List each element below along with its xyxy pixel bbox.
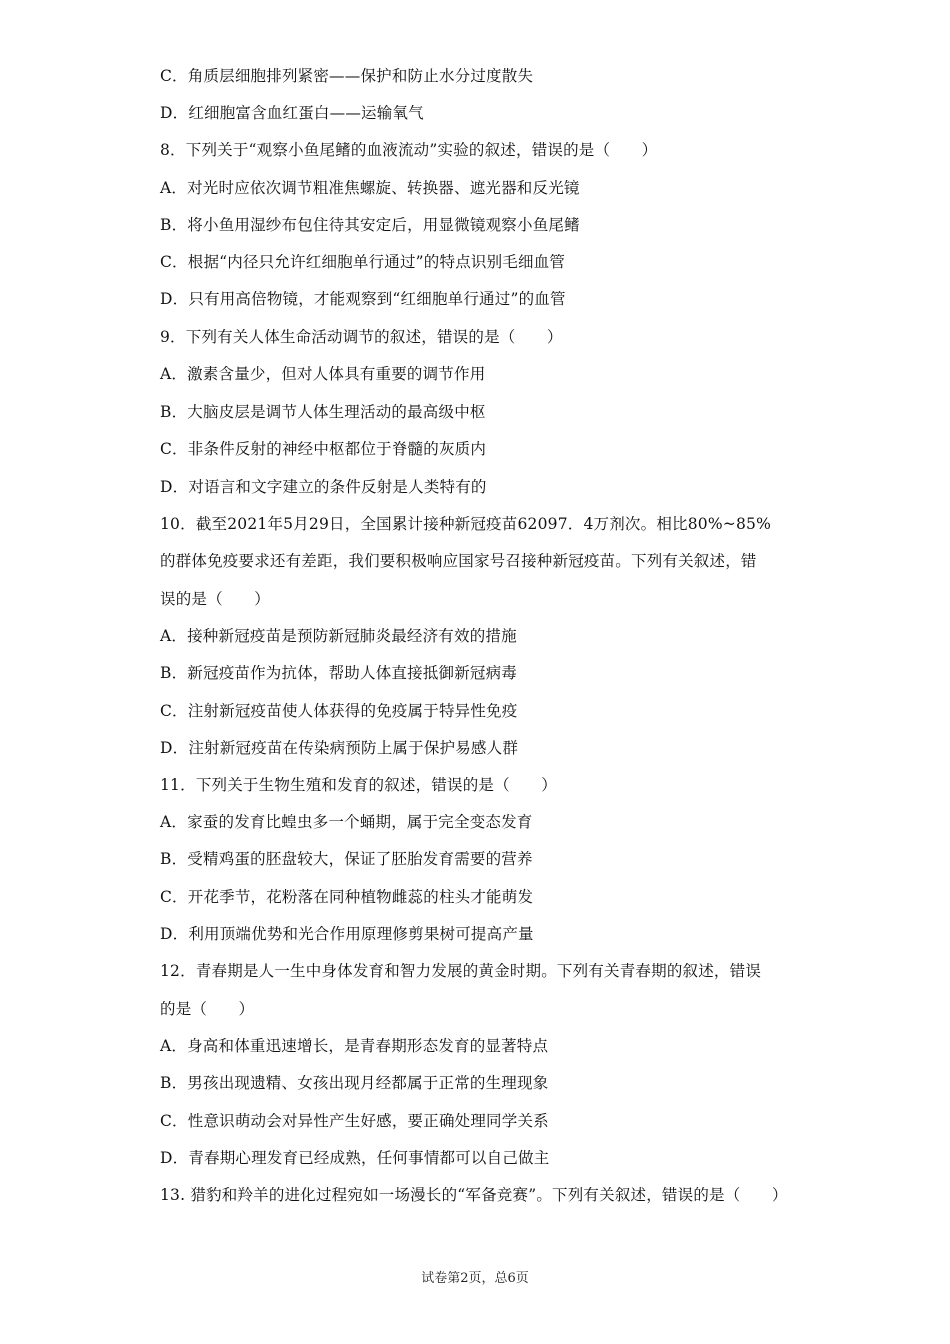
- option-10c: C．注射新冠疫苗使人体获得的免疫属于特异性免疫: [160, 702, 518, 720]
- question-12-stem-line-2: 的是（ ）: [160, 1000, 255, 1018]
- question-10-stem-line-1: 10．截至2021年5月29日，全国累计接种新冠疫苗62097．4万剂次。相比80%~85%: [160, 515, 772, 533]
- question-11-stem: 11．下列关于生物生殖和发育的叙述，错误的是（ ）: [160, 776, 557, 794]
- option-8b: B．将小鱼用湿纱布包住待其安定后，用显微镜观察小鱼尾鳍: [160, 216, 580, 234]
- option-10a: A．接种新冠疫苗是预防新冠肺炎最经济有效的措施: [160, 627, 517, 645]
- option-11d: D．利用顶端优势和光合作用原理修剪果树可提高产量: [160, 925, 534, 943]
- option-11c: C．开花季节，花粉落在同种植物雌蕊的柱头才能萌发: [160, 888, 534, 906]
- question-10-stem-line-3: 误的是（ ）: [160, 590, 270, 608]
- question-8-stem: 8．下列关于“观察小鱼尾鳍的血液流动”实验的叙述，错误的是（ ）: [160, 141, 658, 159]
- option-12a: A．身高和体重迅速增长，是青春期形态发育的显著特点: [160, 1037, 549, 1055]
- question-12-stem-line-1: 12．青春期是人一生中身体发育和智力发展的黄金时期。下列有关青春期的叙述，错误: [160, 962, 762, 980]
- question-9-stem: 9．下列有关人体生命活动调节的叙述，错误的是（ ）: [160, 328, 563, 346]
- question-13-stem: 13. 猎豹和羚羊的进化过程宛如一场漫长的“军备竞赛”。下列有关叙述，错误的是（ ）: [160, 1186, 788, 1204]
- page-footer: 试卷第2页，总6页: [421, 1271, 529, 1286]
- question-10-stem-line-2: 的群体免疫要求还有差距，我们要积极响应国家号召接种新冠疫苗。下列有关叙述，错: [160, 552, 757, 570]
- option-9c: C．非条件反射的神经中枢都位于脊髓的灰质内: [160, 440, 487, 458]
- option-12d: D．青春期心理发育已经成熟，任何事情都可以自己做主: [160, 1149, 550, 1167]
- option-12c: C．性意识萌动会对异性产生好感，要正确处理同学关系: [160, 1112, 549, 1130]
- option-9a: A．激素含量少，但对人体具有重要的调节作用: [160, 365, 486, 383]
- option-11a: A．家蚕的发育比蝗虫多一个蛹期，属于完全变态发育: [160, 813, 533, 831]
- option-12b: B．男孩出现遗精、女孩出现月经都属于正常的生理现象: [160, 1074, 549, 1092]
- option-7d: D．红细胞富含血红蛋白——运输氧气: [160, 104, 424, 122]
- option-8a: A．对光时应依次调节粗准焦螺旋、转换器、遮光器和反光镜: [160, 179, 580, 197]
- option-10d: D．注射新冠疫苗在传染病预防上属于保护易感人群: [160, 739, 519, 757]
- option-8c: C．根据“内径只允许红细胞单行通过”的特点识别毛细血管: [160, 253, 566, 271]
- option-10b: B．新冠疫苗作为抗体，帮助人体直接抵御新冠病毒: [160, 664, 517, 682]
- option-8d: D．只有用高倍物镜，才能观察到“红细胞单行通过”的血管: [160, 290, 566, 308]
- option-11b: B．受精鸡蛋的胚盘较大，保证了胚胎发育需要的营养: [160, 850, 533, 868]
- option-9b: B．大脑皮层是调节人体生理活动的最高级中枢: [160, 403, 486, 421]
- option-9d: D．对语言和文字建立的条件反射是人类特有的: [160, 478, 487, 496]
- option-7c: C．角质层细胞排列紧密——保护和防止水分过度散失: [160, 67, 534, 85]
